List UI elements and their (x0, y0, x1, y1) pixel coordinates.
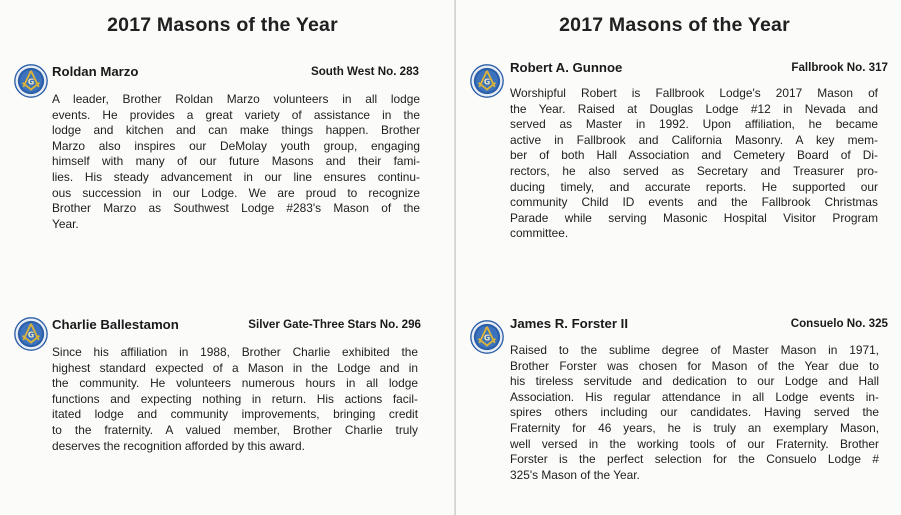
svg-text:G: G (27, 77, 35, 87)
text-line: active in Fallbrook and California Masonry. A key mem- (510, 132, 878, 147)
text-line: ous succession in our Lodge. We are proud to recognize (52, 185, 420, 200)
mason-entry-robert-gunnoe (470, 60, 890, 240)
mason-description (510, 86, 878, 242)
mason-entry-charlie-ballestamon (14, 317, 421, 457)
text-line: well versed in the working tools of our Fraternity. Brother (510, 436, 879, 451)
lodge-name: Fallbrook No. 317 (791, 61, 888, 74)
mason-name: James R. Forster II (510, 316, 629, 331)
text-line: the community. He volunteers numerous hours in all lodge (52, 376, 418, 391)
text-line: ducing timely, and accurate reports. He supported our (510, 179, 878, 194)
text-line: Brother Forster was chosen for Mason of the Year due to (510, 358, 879, 373)
right-page-title: 2017 Masons of the Year (559, 14, 790, 36)
text-line: his tireless servitude and dedication to our Lodge and Hall (510, 374, 879, 389)
mason-description (52, 345, 418, 454)
left-page-title: 2017 Masons of the Year (107, 14, 338, 36)
text-line: community Child ID events and the Fallbrook Christmas (510, 195, 878, 210)
masonic-square-compass-icon (470, 64, 504, 98)
text-line: highest standard expected of a Mason in the Lodge and in (52, 360, 418, 375)
mason-entry-roldan-marzo (14, 64, 420, 234)
text-line: Parade while serving Masonic Hospital Visitor Program (510, 210, 878, 225)
text-line: events. He provides a great variety of assistance in the (52, 107, 420, 122)
text-line: to the fraternity. A valued member, Brother Charlie truly (52, 422, 418, 437)
text-line: itated lodge and community improvements, bringing credit (52, 407, 418, 422)
svg-text:G: G (27, 330, 35, 340)
text-line: Brother Marzo as Southwest Lodge #283's Mason of the (52, 201, 420, 216)
text-line: himself with many of our future Masons and their fami- (52, 154, 420, 169)
text-line: ber of both Hall Association and Cemetery Board of Di- (510, 148, 878, 163)
text-line: functions and expecting nothing in return. His actions facil- (52, 391, 418, 406)
text-line: deserves the recognition afforded by this award. (52, 438, 305, 453)
text-line: lies. His steady advancement in our line ensures continu- (52, 169, 420, 184)
mason-name: Charlie Ballestamon (52, 317, 179, 332)
text-line: A leader, Brother Roldan Marzo volunteers in all lodge (52, 92, 420, 106)
mason-description (510, 343, 879, 483)
text-line: rectors, he also served as Secretary and Treasurer pro- (510, 163, 878, 178)
text-line: committee. (510, 226, 569, 241)
lodge-name: Consuelo No. 325 (790, 317, 888, 330)
lodge-name: Silver Gate-Three Stars No. 296 (248, 318, 421, 331)
text-line: 325's Mason of the Year. (510, 467, 640, 482)
text-line: lodge and kitchen and can make things happen. Brother (52, 123, 420, 138)
mason-entry-james-forster (470, 316, 890, 486)
right-page (456, 0, 901, 515)
text-line: Raised to the sublime degree of Master Mason in 1971, (510, 343, 879, 357)
text-line: served as Master in 1992. Upon affiliation, he became (510, 117, 878, 132)
masonic-square-compass-icon (14, 64, 48, 98)
text-line: spires others including our candidates. Having served the (510, 405, 879, 420)
text-line: Since his affiliation in 1988, Brother Charlie exhibited the (52, 345, 418, 359)
text-line: Forster is the perfect selection for the Consuelo Lodge # (510, 452, 879, 467)
mason-description (52, 92, 420, 232)
text-line: Marzo also inspires our DeMolay youth group, engaging (52, 138, 420, 153)
masonic-square-compass-icon (14, 317, 48, 351)
svg-text:G: G (483, 333, 491, 343)
text-line: Association. His regular attendance in all Lodge events in- (510, 389, 879, 404)
svg-text:G: G (483, 77, 491, 87)
lodge-name: South West No. 283 (310, 65, 419, 78)
text-line: Fraternity for 46 years, he is truly an exemplary Mason, (510, 420, 879, 435)
mason-name: Robert A. Gunnoe (510, 60, 623, 75)
masonic-square-compass-icon (470, 320, 504, 354)
text-line: Year. (52, 216, 79, 231)
text-line: Worshipful Robert is Fallbrook Lodge's 2017 Mason of (510, 86, 878, 100)
mason-name: Roldan Marzo (52, 64, 139, 79)
text-line: the Year. Raised at Douglas Lodge #12 in Nevada and (510, 101, 878, 116)
